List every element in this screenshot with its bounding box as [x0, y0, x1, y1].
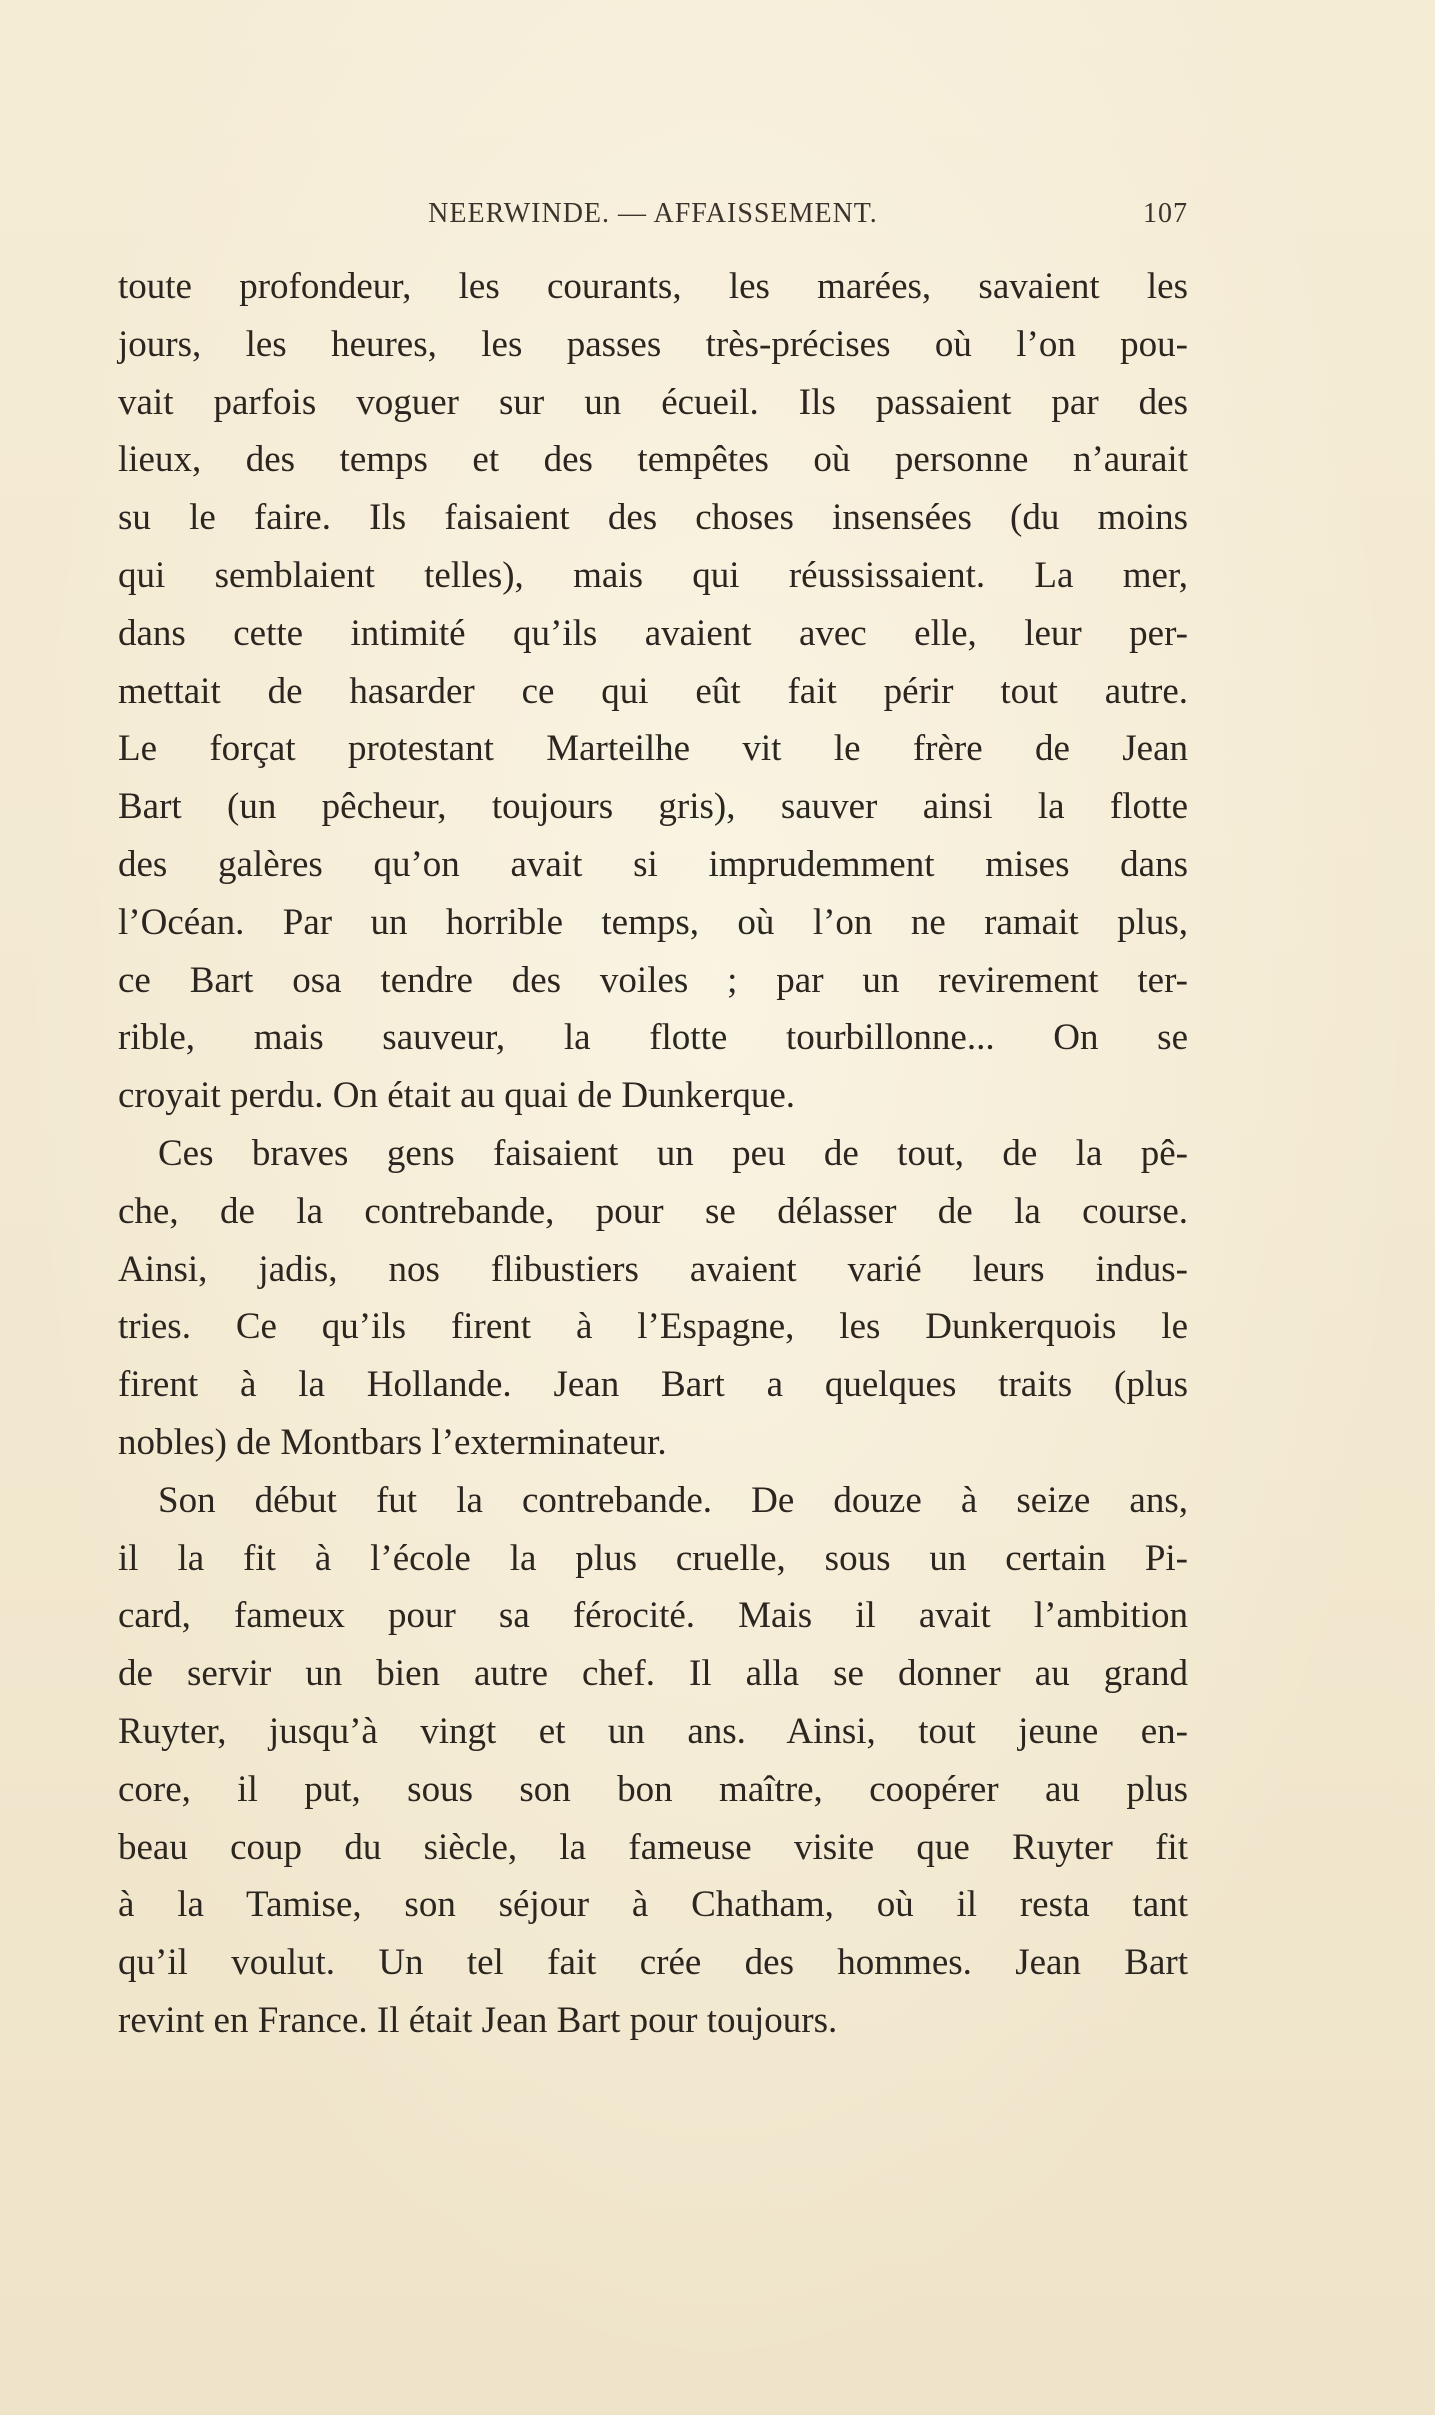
- text-line: card, fameux pour sa férocité. Mais il avait l’ambition: [118, 1595, 1188, 1637]
- text-line: Le forçat protestant Marteilhe vit le frère de Jean: [118, 728, 1188, 770]
- text-line: dans cette intimité qu’ils avaient avec elle, leur per-: [118, 612, 1188, 654]
- text-line: Ces braves gens faisaient un peu de tout, de la pê-: [158, 1132, 1188, 1174]
- text-line: ce Bart osa tendre des voiles ; par un revirement ter-: [118, 959, 1188, 1001]
- text-line: à la Tamise, son séjour à Chatham, où il resta tant: [118, 1884, 1188, 1926]
- text-line: Ainsi, jadis, nos flibustiers avaient varié leurs indus-: [118, 1248, 1188, 1290]
- text-line: vait parfois voguer sur un écueil. Ils passaient par des: [118, 381, 1188, 423]
- text-line: lieux, des temps et des tempêtes où personne n’aurait: [118, 439, 1188, 481]
- text-line: des galères qu’on avait si imprudemment mises dans: [118, 843, 1188, 885]
- text-line: qu’il voulut. Un tel fait crée des hommes. Jean Bart: [118, 1942, 1188, 1984]
- text-line: nobles) de Montbars l’exterminateur.: [118, 1421, 667, 1463]
- text-line: qui semblaient telles), mais qui réussissaient. La mer,: [118, 554, 1188, 596]
- text-line: de servir un bien autre chef. Il alla se donner au grand: [118, 1653, 1188, 1695]
- text-line: l’Océan. Par un horrible temps, où l’on ne ramait plus,: [118, 901, 1188, 943]
- running-title: NEERWINDE. — AFFAISSEMENT.: [428, 198, 878, 229]
- text-line: core, il put, sous son bon maître, coopérer au plus: [118, 1768, 1188, 1810]
- text-line: che, de la contrebande, pour se délasser de la course.: [118, 1190, 1188, 1232]
- text-line: tries. Ce qu’ils firent à l’Espagne, les Dunkerquois le: [118, 1306, 1188, 1348]
- text-line: rible, mais sauveur, la flotte tourbillonne... On se: [118, 1017, 1188, 1059]
- text-line: croyait perdu. On était au quai de Dunkerque.: [118, 1075, 796, 1117]
- text-line: jours, les heures, les passes très-précises où l’on pou-: [118, 323, 1188, 365]
- text-line: su le faire. Ils faisaient des choses insensées (du moins: [118, 497, 1188, 539]
- text-line: Bart (un pêcheur, toujours gris), sauver ainsi la flotte: [118, 786, 1188, 828]
- text-line: Son début fut la contrebande. De douze à seize ans,: [158, 1479, 1188, 1521]
- text-line: toute profondeur, les courants, les marées, savaient les: [118, 266, 1188, 307]
- text-line: revint en France. Il était Jean Bart pour toujours.: [118, 1999, 838, 2041]
- text-line: il la fit à l’école la plus cruelle, sous un certain Pi-: [118, 1537, 1188, 1579]
- running-head: [118, 198, 1188, 238]
- body-text: [118, 258, 1188, 2050]
- text-line: mettait de hasarder ce qui eût fait périr tout autre.: [118, 670, 1188, 712]
- text-line: beau coup du siècle, la fameuse visite que Ruyter fit: [118, 1826, 1188, 1868]
- text-line: Ruyter, jusqu’à vingt et un ans. Ainsi, tout jeune en-: [118, 1710, 1188, 1752]
- page-number: 107: [1143, 198, 1188, 229]
- text-line: firent à la Hollande. Jean Bart a quelques traits (plus: [118, 1364, 1188, 1406]
